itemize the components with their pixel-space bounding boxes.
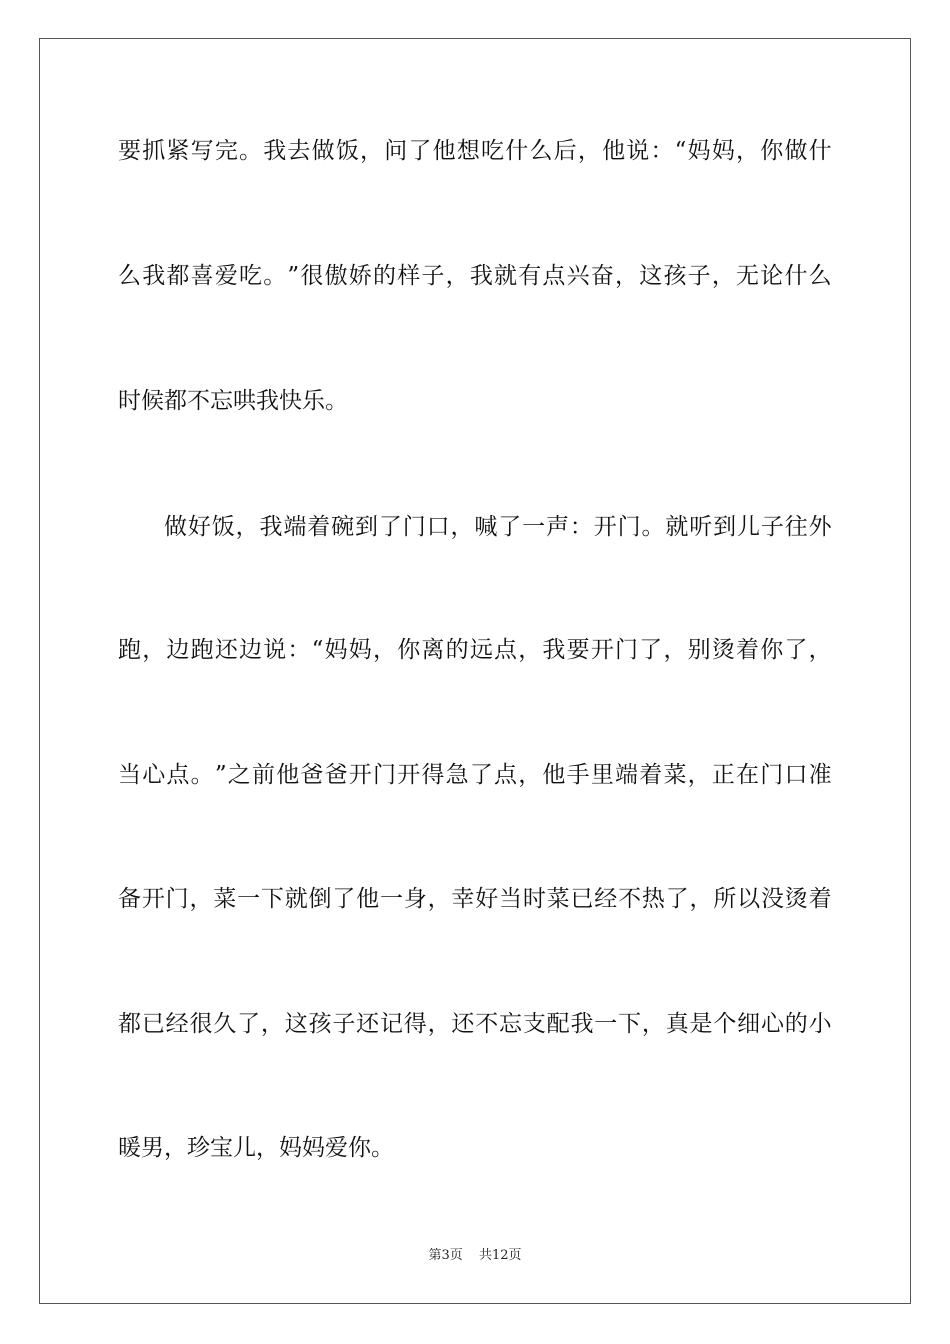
page-total: 共12页 — [478, 1248, 522, 1263]
paragraph-line-2: 么 我 都 喜 爱 吃 。 ” 很 傲 娇 的 样 子 ， 我 就 有 点 兴 奋 ， 这 孩 子 ， 无 论 什 么 — [118, 263, 832, 289]
paragraph-line-8: 都 已 经 很 久 了 ， 这 孩 子 还 记 得 ， 还 不 忘 支 配 我 一 下 ， 真 是 个 细 心 的 小 — [118, 1011, 832, 1037]
paragraph-line-6: 当 心 点 。 ” 之 前 他 爸 爸 开 门 开 得 急 了 点 ， 他 手 里 端 着 菜 ， 正 在 门 口 准 — [118, 762, 832, 788]
paragraph-line-9: 暖男，珍宝儿，妈妈爱你。 — [118, 1135, 394, 1161]
paragraph-line-5: 跑 ， 边 跑 还 边 说 ： “ 妈 妈 ， 你 离 的 远 点 ， 我 要 开 门 了 ， 别 烫 着 你 了 ， — [118, 637, 832, 663]
page-footer — [0, 1247, 950, 1265]
paragraph-line-4: 做 好 饭 ， 我 端 着 碗 到 了 门 口 ， 喊 了 一 声 ： 开 门 。 就 听 到 儿 子 往 外 — [164, 514, 832, 540]
paragraph-line-3: 时候都不忘哄我快乐。 — [118, 388, 348, 414]
paragraph-line-7: 备 开 门 ， 菜 一 下 就 倒 了 他 一 身 ， 幸 好 当 时 菜 已 经 不 热 了 ， 所 以 没 烫 着 — [118, 886, 832, 912]
page-number: 第3页 — [428, 1248, 463, 1263]
page-frame — [39, 38, 911, 1304]
paragraph-line-1: 要 抓 紧 写 完 。 我 去 做 饭 ， 问 了 他 想 吃 什 么 后 ， 他 说 ： “ 妈 妈 ， 你 做 什 — [118, 138, 832, 164]
